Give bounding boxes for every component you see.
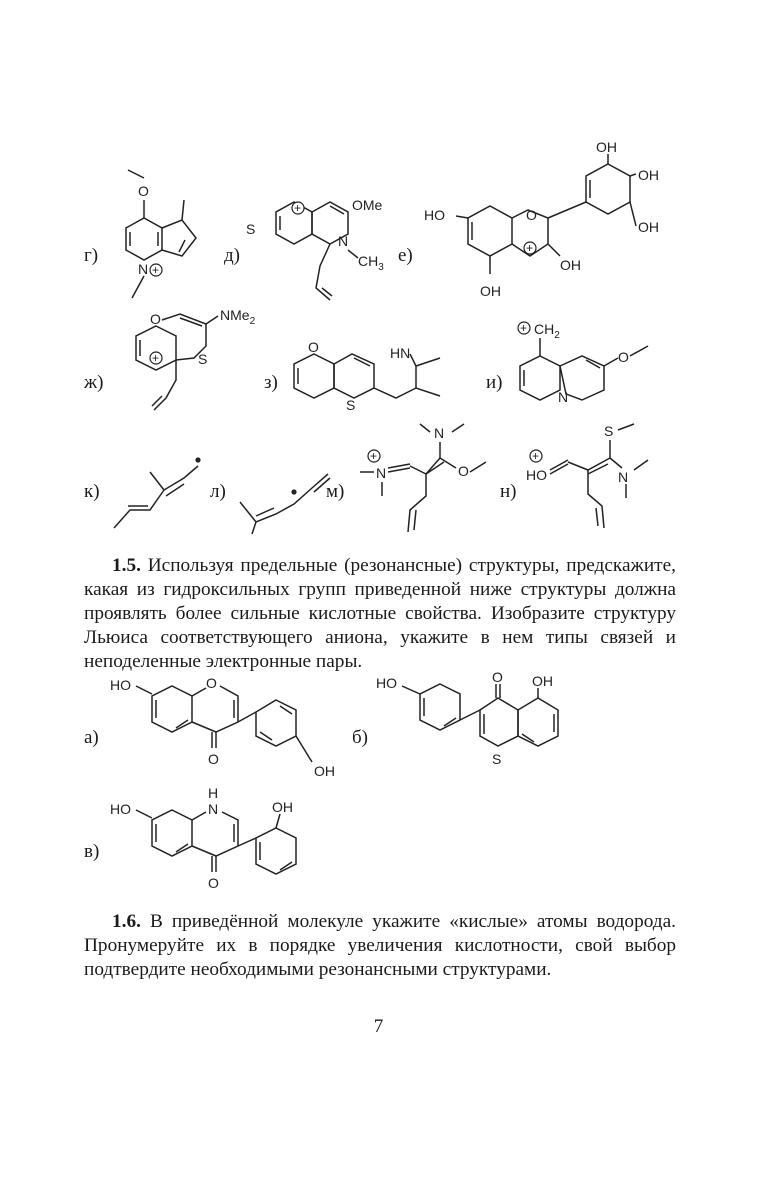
a-oxygen-keto: O <box>208 751 219 767</box>
d-ch3: $CH_3$ <box>358 253 384 273</box>
molecule-n <box>522 424 672 554</box>
molecule-a <box>110 672 350 792</box>
e-oh-3: OH <box>560 257 581 273</box>
i-nitrogen: N <box>558 389 569 405</box>
a-oh: OH <box>314 763 335 779</box>
v-nh-h: H <box>208 785 219 801</box>
e-oh-bottom: OH <box>480 283 501 299</box>
molecule-z <box>286 330 466 420</box>
molecule-zh <box>110 306 270 416</box>
e-oh-top: OH <box>596 139 617 155</box>
g-nitrogen: N <box>138 261 149 277</box>
n-plus-charge: + <box>532 449 540 463</box>
zh-nme2: NMe$_2$ <box>220 307 256 327</box>
z-sulfur: S <box>346 397 356 413</box>
problem-1-5 <box>84 554 676 674</box>
molecule-b <box>376 669 596 792</box>
e-oh-right1: OH <box>638 167 659 183</box>
label-l: л) <box>210 481 226 502</box>
problem-1-6-text: В приведённой молекуле укажите «кислые» атомы водорода. Пронумеруйте их в порядке увеличения кислотности, свой выбор подтвердите необходимыми резонансными структурами. <box>84 911 676 980</box>
d-nitrogen: N <box>338 233 349 249</box>
label-g: г) <box>84 245 99 266</box>
problem-1-5-number: 1.5. <box>112 555 141 576</box>
label-n: н) <box>500 481 517 502</box>
label-k: к) <box>84 481 100 502</box>
v-oh: OH <box>272 799 293 815</box>
e-ho-left: HO <box>424 207 445 223</box>
molecule-k <box>110 450 210 530</box>
molecule-m <box>356 420 506 550</box>
problem-1-6-number: 1.6. <box>112 911 141 932</box>
molecule-d <box>240 192 400 302</box>
molecule-g <box>100 170 220 300</box>
label-z: з) <box>264 372 278 393</box>
z-oxygen: O <box>308 339 319 355</box>
e-plus-charge: + <box>526 241 534 255</box>
label-zh: ж) <box>84 372 104 393</box>
zh-sulfur: S <box>198 351 208 367</box>
z-hn: HN <box>390 345 411 361</box>
b-sulfur: S <box>492 751 502 767</box>
i-plus-charge: + <box>520 321 528 335</box>
label-v: в) <box>84 841 100 862</box>
label-b: б) <box>352 727 368 748</box>
a-oxygen-ring: O <box>206 675 217 691</box>
m-oxygen: O <box>458 463 469 479</box>
i-ch2: $CH_2$ <box>534 321 560 341</box>
label-i: и) <box>486 372 503 393</box>
label-d: д) <box>224 245 240 266</box>
zh-oxygen: O <box>150 311 161 327</box>
page-number: 7 <box>373 1016 384 1037</box>
m-nitrogen-left: N <box>376 465 387 481</box>
molecule-l <box>226 462 336 532</box>
problem-1-5-text: Используя предельные (резонансные) структуры, предскажите, какая из гидроксильных групп приведенной ниже структуры должна проявлять более сильные кислотные свойства. Изобразите структуру Льюиса соответствующего аниона, укажите в нем типы связей и неподеленные электронные пары. <box>84 555 676 672</box>
d-ome: OMe <box>352 197 383 213</box>
n-ho: HO <box>526 467 547 483</box>
v-ho: HO <box>110 801 131 817</box>
v-oxygen-keto: O <box>208 875 219 891</box>
m-nitrogen-top: N <box>434 425 445 441</box>
b-oxygen-keto: O <box>492 669 503 685</box>
a-ho: HO <box>110 677 131 693</box>
label-m: м) <box>326 481 345 502</box>
e-oxygen: O <box>526 207 537 223</box>
b-oh: OH <box>532 673 553 689</box>
g-plus-charge: + <box>152 263 160 277</box>
problem-1-6 <box>84 910 676 982</box>
molecule-i <box>508 316 678 416</box>
b-ho: HO <box>376 675 397 691</box>
molecule-e <box>420 138 670 308</box>
label-e: е) <box>398 245 413 266</box>
zh-plus-charge: + <box>152 351 160 365</box>
v-nh-n: N <box>208 801 219 817</box>
n-sulfur: S <box>604 423 614 439</box>
i-oxygen: O <box>618 349 629 365</box>
d-plus-charge: + <box>294 201 302 215</box>
d-sulfur: S <box>246 221 256 237</box>
label-a: а) <box>84 727 99 748</box>
n-nitrogen: N <box>618 469 629 485</box>
e-oh-right2: OH <box>638 219 659 235</box>
molecule-v <box>110 784 330 914</box>
g-oxygen: O <box>138 183 149 199</box>
m-plus-charge: + <box>370 449 378 463</box>
